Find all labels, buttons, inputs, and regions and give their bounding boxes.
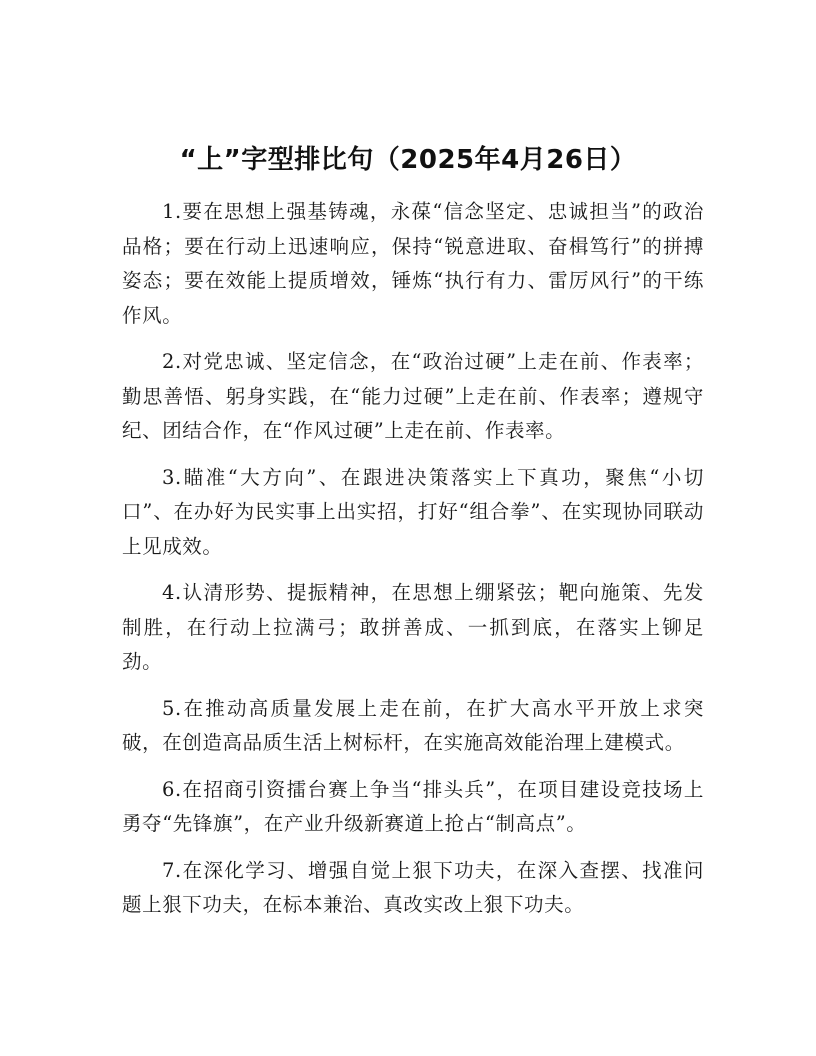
paragraph-1: 1.要在思想上强基铸魂，永葆“信念坚定、忠诚担当”的政治品格；要在行动上迅速响应，保持“锐意进取、奋楫笃行”的拼搏姿态；要在效能上提质增效，锤炼“执行有力、雷厉风行”的干练作风。 <box>122 200 704 327</box>
paragraph-3: 3.瞄准“大方向”、在跟进决策落实上下真功，聚焦“小切口”、在办好为民实事上出实招，打好“组合拳”、在实现协同联动上见成效。 <box>122 465 704 558</box>
document-body <box>122 195 704 935</box>
paragraph-5: 5.在推动高质量发展上走在前，在扩大高水平开放上求突破，在创造高品质生活上树标杆，在实施高效能治理上建模式。 <box>122 696 704 754</box>
paragraph-2: 2.对党忠诚、坚定信念，在“政治过硬”上走在前、作表率；勤思善悟、躬身实践，在“能力过硬”上走在前、作表率；遵规守纪、团结合作，在“作风过硬”上走在前、作表率。 <box>122 350 704 442</box>
paragraph-6: 6.在招商引资擂台赛上争当“排头兵”，在项目建设竞技场上勇夺“先锋旗”，在产业升级新赛道上抢占“制高点”。 <box>122 777 704 835</box>
paragraph-4: 4.认清形势、提振精神，在思想上绷紧弦；靶向施策、先发制胜，在行动上拉满弓；敢拼善成、一抓到底，在落实上铆足劲。 <box>122 581 704 673</box>
paragraph-7: 7.在深化学习、增强自觉上狠下功夫，在深入查摆、找准问题上狠下功夫，在标本兼治、真改实改上狠下功夫。 <box>122 858 704 916</box>
document-title: “上”字型排比句（2025年4月26日） <box>179 145 637 175</box>
